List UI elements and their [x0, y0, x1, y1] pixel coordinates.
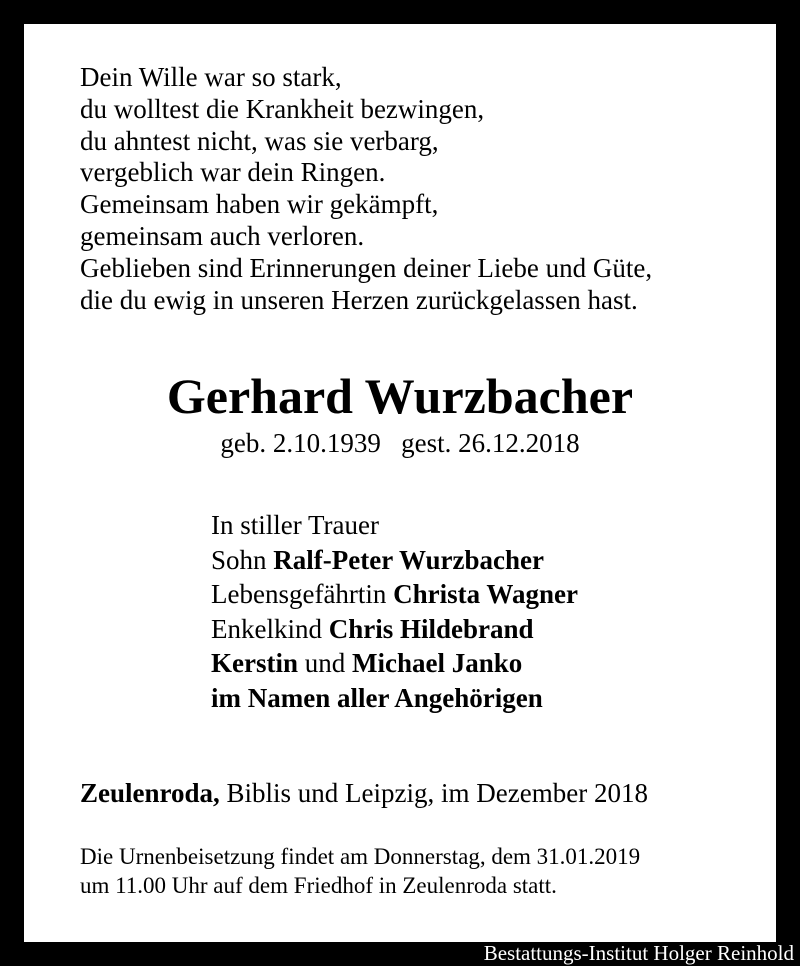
mourner-couple — [211, 646, 578, 681]
poem-line: die du ewig in unseren Herzen zurückgelassen hast. — [80, 284, 638, 315]
mourner-son — [211, 543, 578, 578]
poem-line: Dein Wille war so stark, — [80, 62, 342, 92]
poem-line: du ahntest nicht, was sie verbarg, — [80, 125, 439, 156]
poem-line: Geblieben sind Erinnerungen deiner Liebe und Güte, — [80, 252, 653, 283]
relation-label: Enkelkind — [211, 613, 329, 644]
poem-line: vergeblich war dein Ringen. — [80, 157, 386, 188]
obituary-notice — [24, 24, 776, 942]
poem-line: du wolltest die Krankheit bezwingen, — [80, 93, 485, 124]
funeral-home-credit: Bestattungs-Institut Holger Reinhold — [483, 941, 794, 965]
mourner-name: Christa Wagner — [393, 579, 578, 609]
funeral-info — [80, 842, 640, 900]
mourner-name: Kerstin — [211, 648, 298, 678]
relation-label: Sohn — [211, 544, 274, 575]
mourners-closing — [211, 681, 578, 716]
funeral-line: Die Urnenbeisetzung findet am Donnerstag, dem 31.01.2019 — [80, 844, 641, 869]
mourners-list — [211, 508, 578, 715]
closing-text: im Namen aller Angehörigen — [211, 682, 543, 713]
mourner-name: Michael Janko — [352, 648, 523, 678]
poem-line: gemeinsam auch verloren. — [80, 220, 365, 251]
mourner-partner — [211, 577, 578, 612]
connector-text: und — [298, 648, 352, 678]
place-city: Zeulenroda, — [80, 778, 220, 808]
mourning-intro: In stiller Trauer — [211, 510, 379, 540]
relation-label: Lebensgefährtin — [211, 579, 394, 609]
mourner-name: Chris Hildebrand — [328, 613, 534, 644]
place-date-line — [80, 777, 648, 809]
place-rest: Biblis und Leipzig, im Dezember 2018 — [219, 778, 648, 808]
poem-line: Gemeinsam haben wir gekämpft, — [80, 189, 439, 220]
memorial-poem — [80, 62, 652, 316]
mourner-name: Ralf-Peter Wurzbacher — [273, 544, 544, 575]
mourner-grandchild — [211, 612, 578, 647]
life-dates: geb. 2.10.1939 gest. 26.12.2018 — [220, 428, 580, 458]
deceased-name: Gerhard Wurzbacher — [166, 368, 634, 424]
funeral-line: um 11.00 Uhr auf dem Friedhof in Zeulenroda statt. — [80, 873, 557, 898]
